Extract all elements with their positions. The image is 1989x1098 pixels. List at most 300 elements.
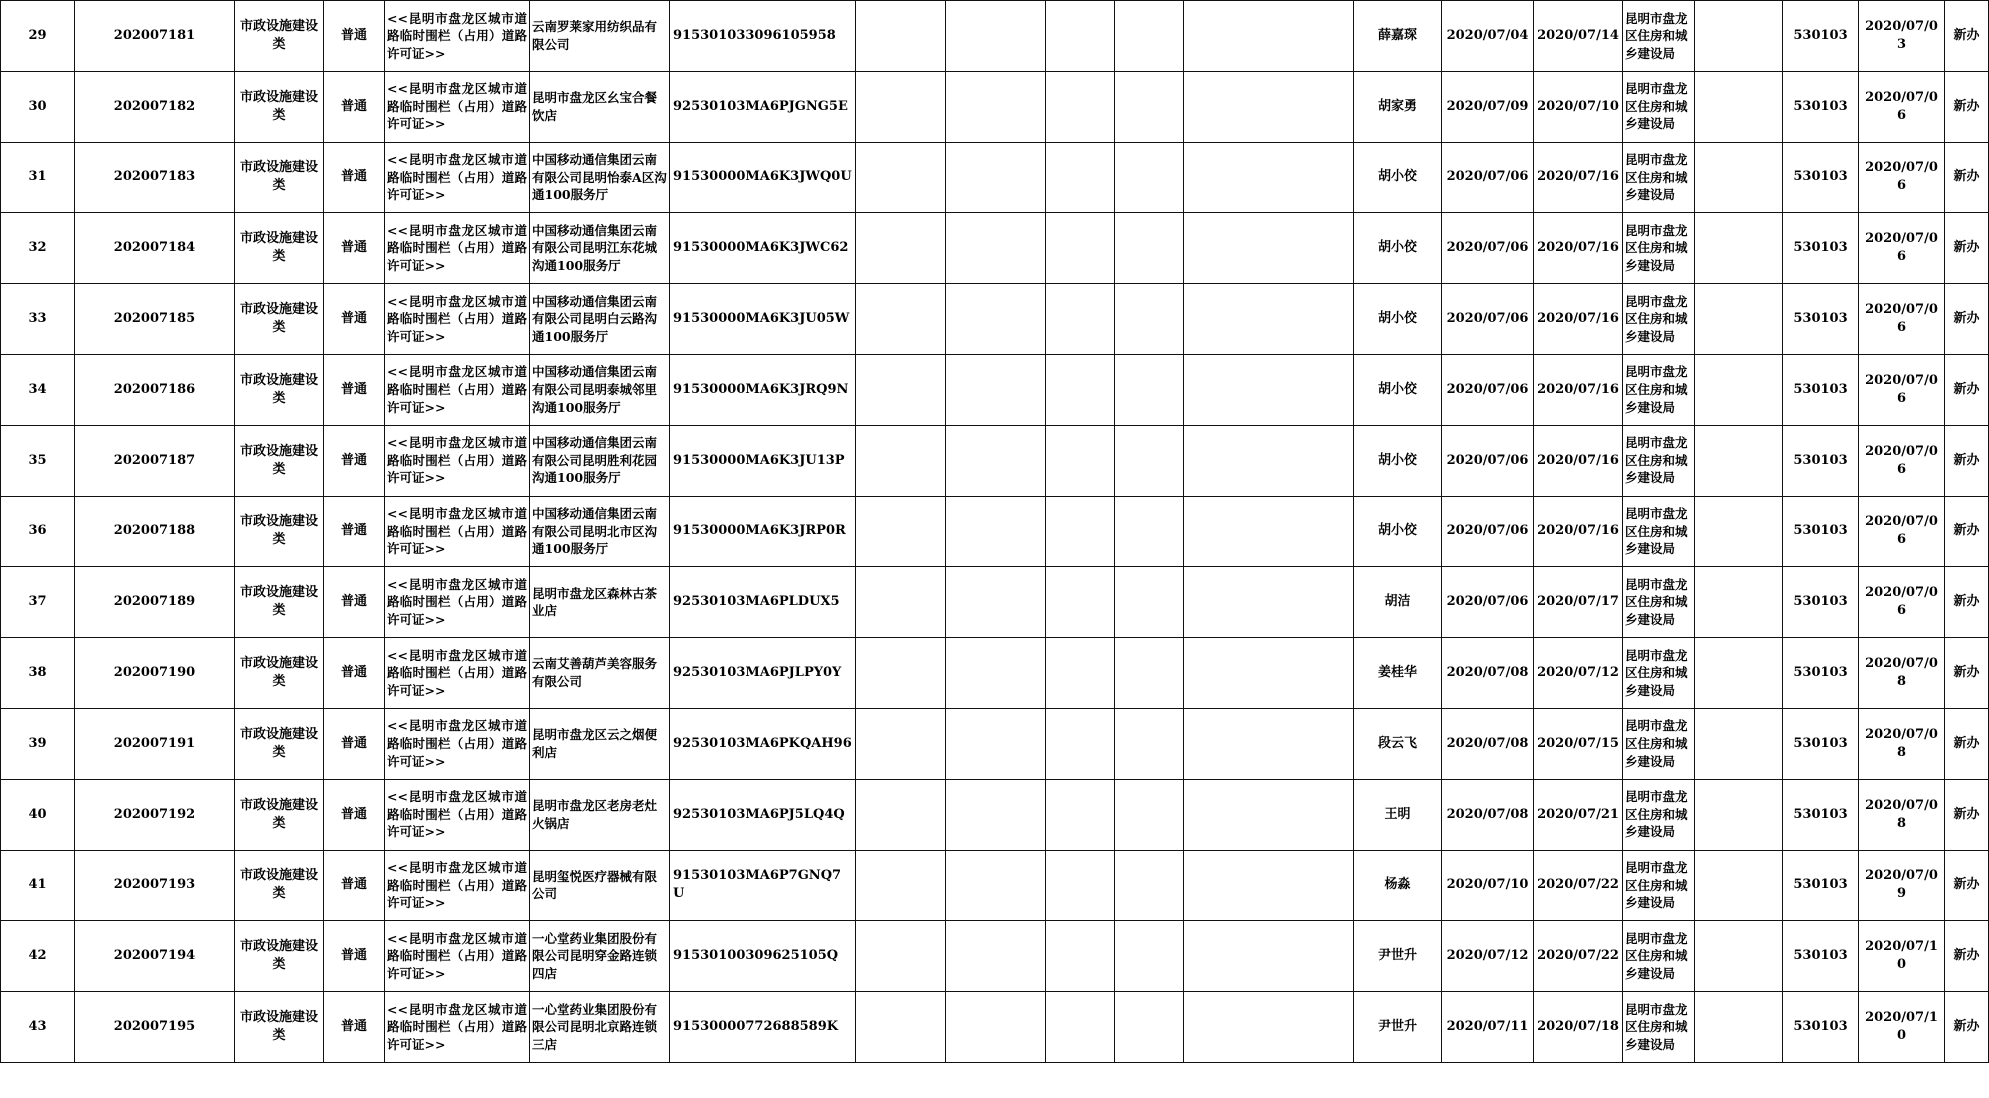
- cell-type: 普通: [324, 425, 385, 496]
- cell-seq: 33: [1, 284, 75, 355]
- cell-issuing-org: 昆明市盘龙区住房和城乡建设局: [1623, 779, 1695, 850]
- table-row: [1, 708, 1989, 779]
- cell-credit-code: 91530000772688589K: [670, 992, 856, 1063]
- cell-valid-from: 2020/07/11: [1442, 992, 1534, 1063]
- cell-legal-rep: 胡家勇: [1354, 71, 1442, 142]
- cell-empty: [1115, 213, 1184, 284]
- cell-empty: [1184, 425, 1354, 496]
- cell-category: 市政设施建设类: [235, 638, 324, 709]
- cell-legal-rep: 王明: [1354, 779, 1442, 850]
- cell-company: 中国移动通信集团云南有限公司昆明北市区沟通100服务厅: [530, 496, 670, 567]
- cell-doc-number: 202007181: [75, 1, 235, 72]
- cell-empty: [1115, 708, 1184, 779]
- cell-credit-code: 915301033096105958: [670, 1, 856, 72]
- cell-permit-name: <<昆明市盘龙区城市道路临时围栏（占用）道路许可证>>: [385, 71, 530, 142]
- cell-empty: [1115, 496, 1184, 567]
- cell-empty: [1695, 779, 1783, 850]
- cell-permit-name: <<昆明市盘龙区城市道路临时围栏（占用）道路许可证>>: [385, 284, 530, 355]
- cell-empty: [946, 921, 1046, 992]
- cell-permit-name: <<昆明市盘龙区城市道路临时围栏（占用）道路许可证>>: [385, 425, 530, 496]
- cell-valid-from: 2020/07/06: [1442, 496, 1534, 567]
- cell-company: 中国移动通信集团云南有限公司昆明江东花城沟通100服务厅: [530, 213, 670, 284]
- cell-empty: [946, 567, 1046, 638]
- cell-legal-rep: 姜桂华: [1354, 638, 1442, 709]
- cell-company: 云南罗莱家用纺织品有限公司: [530, 1, 670, 72]
- cell-empty: [1695, 708, 1783, 779]
- cell-decision-date: 2020/07/08: [1859, 638, 1945, 709]
- cell-empty: [856, 425, 946, 496]
- cell-empty: [1695, 284, 1783, 355]
- cell-empty: [1046, 992, 1115, 1063]
- table-row: [1, 284, 1989, 355]
- cell-valid-to: 2020/07/18: [1534, 992, 1623, 1063]
- cell-permit-name: <<昆明市盘龙区城市道路临时围栏（占用）道路许可证>>: [385, 142, 530, 213]
- cell-status: 新办: [1945, 779, 1989, 850]
- cell-issuing-org: 昆明市盘龙区住房和城乡建设局: [1623, 921, 1695, 992]
- cell-credit-code: 92530103MA6PJLPY0Y: [670, 638, 856, 709]
- cell-decision-date: 2020/07/06: [1859, 142, 1945, 213]
- cell-valid-to: 2020/07/14: [1534, 1, 1623, 72]
- cell-permit-name: <<昆明市盘龙区城市道路临时围栏（占用）道路许可证>>: [385, 213, 530, 284]
- cell-permit-name: <<昆明市盘龙区城市道路临时围栏（占用）道路许可证>>: [385, 496, 530, 567]
- cell-seq: 42: [1, 921, 75, 992]
- cell-company: 昆明市盘龙区幺宝合餐饮店: [530, 71, 670, 142]
- cell-category: 市政设施建设类: [235, 567, 324, 638]
- cell-empty: [946, 850, 1046, 921]
- cell-credit-code: 91530000MA6K3JU05W: [670, 284, 856, 355]
- cell-legal-rep: 尹世升: [1354, 921, 1442, 992]
- cell-seq: 32: [1, 213, 75, 284]
- cell-status: 新办: [1945, 992, 1989, 1063]
- cell-empty: [946, 496, 1046, 567]
- cell-empty: [1046, 567, 1115, 638]
- cell-credit-code: 91530000MA6K3JWQ0U: [670, 142, 856, 213]
- cell-empty: [1695, 638, 1783, 709]
- cell-empty: [1184, 567, 1354, 638]
- cell-issuing-org: 昆明市盘龙区住房和城乡建设局: [1623, 850, 1695, 921]
- cell-empty: [1046, 779, 1115, 850]
- cell-decision-date: 2020/07/08: [1859, 708, 1945, 779]
- cell-credit-code: 91530103MA6P7GNQ7U: [670, 850, 856, 921]
- cell-valid-from: 2020/07/08: [1442, 708, 1534, 779]
- cell-category: 市政设施建设类: [235, 142, 324, 213]
- cell-empty: [856, 779, 946, 850]
- cell-valid-to: 2020/07/22: [1534, 850, 1623, 921]
- cell-status: 新办: [1945, 71, 1989, 142]
- table-row: [1, 425, 1989, 496]
- cell-type: 普通: [324, 71, 385, 142]
- cell-permit-name: <<昆明市盘龙区城市道路临时围栏（占用）道路许可证>>: [385, 921, 530, 992]
- cell-empty: [1115, 850, 1184, 921]
- cell-seq: 37: [1, 567, 75, 638]
- cell-status: 新办: [1945, 425, 1989, 496]
- cell-legal-rep: 胡小佼: [1354, 213, 1442, 284]
- cell-seq: 36: [1, 496, 75, 567]
- cell-area-code: 530103: [1783, 567, 1859, 638]
- cell-empty: [946, 354, 1046, 425]
- cell-valid-from: 2020/07/10: [1442, 850, 1534, 921]
- cell-empty: [1184, 708, 1354, 779]
- cell-empty: [1695, 921, 1783, 992]
- cell-doc-number: 202007186: [75, 354, 235, 425]
- cell-empty: [1184, 1, 1354, 72]
- cell-category: 市政设施建设类: [235, 354, 324, 425]
- cell-empty: [1115, 1, 1184, 72]
- cell-empty: [1695, 496, 1783, 567]
- cell-empty: [1046, 850, 1115, 921]
- cell-category: 市政设施建设类: [235, 708, 324, 779]
- cell-valid-from: 2020/07/06: [1442, 425, 1534, 496]
- cell-decision-date: 2020/07/06: [1859, 496, 1945, 567]
- cell-company: 昆明市盘龙区云之烟便利店: [530, 708, 670, 779]
- cell-credit-code: 92530103MA6PJ5LQ4Q: [670, 779, 856, 850]
- cell-type: 普通: [324, 354, 385, 425]
- cell-empty: [1046, 921, 1115, 992]
- cell-valid-from: 2020/07/06: [1442, 213, 1534, 284]
- table-row: [1, 354, 1989, 425]
- cell-valid-to: 2020/07/16: [1534, 284, 1623, 355]
- cell-seq: 35: [1, 425, 75, 496]
- cell-seq: 39: [1, 708, 75, 779]
- cell-empty: [1695, 850, 1783, 921]
- cell-doc-number: 202007182: [75, 71, 235, 142]
- cell-company: 昆明玺悦医疗器械有限公司: [530, 850, 670, 921]
- cell-legal-rep: 杨淼: [1354, 850, 1442, 921]
- cell-type: 普通: [324, 213, 385, 284]
- cell-empty: [1046, 284, 1115, 355]
- table-row: [1, 992, 1989, 1063]
- cell-valid-to: 2020/07/16: [1534, 142, 1623, 213]
- cell-company: 中国移动通信集团云南有限公司昆明泰城邻里沟通100服务厅: [530, 354, 670, 425]
- cell-credit-code: 91530100309625105Q: [670, 921, 856, 992]
- cell-empty: [1115, 142, 1184, 213]
- cell-empty: [1184, 354, 1354, 425]
- cell-category: 市政设施建设类: [235, 992, 324, 1063]
- cell-empty: [1695, 354, 1783, 425]
- cell-permit-name: <<昆明市盘龙区城市道路临时围栏（占用）道路许可证>>: [385, 992, 530, 1063]
- cell-valid-to: 2020/07/10: [1534, 71, 1623, 142]
- cell-category: 市政设施建设类: [235, 284, 324, 355]
- cell-permit-name: <<昆明市盘龙区城市道路临时围栏（占用）道路许可证>>: [385, 708, 530, 779]
- cell-doc-number: 202007184: [75, 213, 235, 284]
- cell-decision-date: 2020/07/06: [1859, 284, 1945, 355]
- cell-empty: [1115, 354, 1184, 425]
- table-row: [1, 850, 1989, 921]
- cell-empty: [946, 1, 1046, 72]
- cell-area-code: 530103: [1783, 992, 1859, 1063]
- cell-type: 普通: [324, 142, 385, 213]
- cell-empty: [856, 992, 946, 1063]
- cell-valid-from: 2020/07/12: [1442, 921, 1534, 992]
- cell-empty: [946, 708, 1046, 779]
- cell-area-code: 530103: [1783, 638, 1859, 709]
- cell-valid-to: 2020/07/21: [1534, 779, 1623, 850]
- cell-decision-date: 2020/07/06: [1859, 213, 1945, 284]
- cell-empty: [1695, 142, 1783, 213]
- cell-category: 市政设施建设类: [235, 71, 324, 142]
- cell-empty: [856, 708, 946, 779]
- cell-empty: [1184, 284, 1354, 355]
- cell-credit-code: 92530103MA6PKQAH96: [670, 708, 856, 779]
- cell-legal-rep: 胡小佼: [1354, 354, 1442, 425]
- cell-issuing-org: 昆明市盘龙区住房和城乡建设局: [1623, 496, 1695, 567]
- cell-company: 云南艾善葫芦美容服务有限公司: [530, 638, 670, 709]
- cell-issuing-org: 昆明市盘龙区住房和城乡建设局: [1623, 567, 1695, 638]
- cell-valid-from: 2020/07/06: [1442, 142, 1534, 213]
- table-row: [1, 142, 1989, 213]
- cell-empty: [1046, 1, 1115, 72]
- cell-type: 普通: [324, 708, 385, 779]
- cell-empty: [1695, 1, 1783, 72]
- cell-type: 普通: [324, 992, 385, 1063]
- cell-seq: 41: [1, 850, 75, 921]
- cell-permit-name: <<昆明市盘龙区城市道路临时围栏（占用）道路许可证>>: [385, 638, 530, 709]
- cell-valid-from: 2020/07/08: [1442, 779, 1534, 850]
- cell-empty: [1046, 213, 1115, 284]
- cell-empty: [856, 284, 946, 355]
- cell-company: 中国移动通信集团云南有限公司昆明怡泰A区沟通100服务厅: [530, 142, 670, 213]
- cell-valid-to: 2020/07/12: [1534, 638, 1623, 709]
- cell-area-code: 530103: [1783, 142, 1859, 213]
- cell-area-code: 530103: [1783, 354, 1859, 425]
- cell-status: 新办: [1945, 567, 1989, 638]
- cell-empty: [856, 850, 946, 921]
- table-row: [1, 1, 1989, 72]
- cell-type: 普通: [324, 850, 385, 921]
- cell-valid-from: 2020/07/06: [1442, 284, 1534, 355]
- cell-status: 新办: [1945, 354, 1989, 425]
- cell-empty: [1115, 921, 1184, 992]
- cell-company: 昆明市盘龙区森林古茶业店: [530, 567, 670, 638]
- table-row: [1, 638, 1989, 709]
- cell-area-code: 530103: [1783, 213, 1859, 284]
- cell-area-code: 530103: [1783, 779, 1859, 850]
- cell-seq: 29: [1, 1, 75, 72]
- cell-doc-number: 202007193: [75, 850, 235, 921]
- cell-empty: [856, 213, 946, 284]
- table-row: [1, 213, 1989, 284]
- cell-type: 普通: [324, 496, 385, 567]
- cell-empty: [1184, 213, 1354, 284]
- cell-status: 新办: [1945, 213, 1989, 284]
- cell-decision-date: 2020/07/06: [1859, 354, 1945, 425]
- cell-type: 普通: [324, 779, 385, 850]
- cell-doc-number: 202007187: [75, 425, 235, 496]
- cell-valid-from: 2020/07/04: [1442, 1, 1534, 72]
- cell-credit-code: 91530000MA6K3JRP0R: [670, 496, 856, 567]
- cell-empty: [1115, 992, 1184, 1063]
- cell-issuing-org: 昆明市盘龙区住房和城乡建设局: [1623, 284, 1695, 355]
- cell-category: 市政设施建设类: [235, 850, 324, 921]
- cell-issuing-org: 昆明市盘龙区住房和城乡建设局: [1623, 354, 1695, 425]
- cell-area-code: 530103: [1783, 1, 1859, 72]
- cell-empty: [1184, 921, 1354, 992]
- cell-area-code: 530103: [1783, 71, 1859, 142]
- cell-valid-to: 2020/07/16: [1534, 496, 1623, 567]
- cell-issuing-org: 昆明市盘龙区住房和城乡建设局: [1623, 638, 1695, 709]
- cell-empty: [856, 496, 946, 567]
- cell-empty: [856, 567, 946, 638]
- cell-empty: [1115, 779, 1184, 850]
- cell-status: 新办: [1945, 496, 1989, 567]
- cell-empty: [1695, 567, 1783, 638]
- cell-area-code: 530103: [1783, 284, 1859, 355]
- cell-credit-code: 92530103MA6PJGNG5E: [670, 71, 856, 142]
- cell-empty: [1184, 142, 1354, 213]
- cell-permit-name: <<昆明市盘龙区城市道路临时围栏（占用）道路许可证>>: [385, 354, 530, 425]
- cell-decision-date: 2020/07/06: [1859, 567, 1945, 638]
- cell-empty: [856, 71, 946, 142]
- cell-empty: [1115, 425, 1184, 496]
- cell-empty: [1115, 284, 1184, 355]
- cell-valid-to: 2020/07/16: [1534, 425, 1623, 496]
- cell-doc-number: 202007191: [75, 708, 235, 779]
- cell-category: 市政设施建设类: [235, 779, 324, 850]
- cell-empty: [1115, 567, 1184, 638]
- cell-empty: [1695, 992, 1783, 1063]
- cell-empty: [1115, 71, 1184, 142]
- cell-valid-to: 2020/07/22: [1534, 921, 1623, 992]
- cell-legal-rep: 胡小佼: [1354, 425, 1442, 496]
- cell-seq: 31: [1, 142, 75, 213]
- cell-decision-date: 2020/07/09: [1859, 850, 1945, 921]
- permit-table-body: [1, 1, 1989, 1063]
- cell-legal-rep: 胡小佼: [1354, 496, 1442, 567]
- cell-valid-from: 2020/07/09: [1442, 71, 1534, 142]
- cell-empty: [1695, 213, 1783, 284]
- cell-empty: [946, 71, 1046, 142]
- cell-decision-date: 2020/07/03: [1859, 1, 1945, 72]
- cell-valid-to: 2020/07/17: [1534, 567, 1623, 638]
- cell-seq: 38: [1, 638, 75, 709]
- cell-legal-rep: 段云飞: [1354, 708, 1442, 779]
- cell-type: 普通: [324, 638, 385, 709]
- cell-decision-date: 2020/07/08: [1859, 779, 1945, 850]
- cell-issuing-org: 昆明市盘龙区住房和城乡建设局: [1623, 71, 1695, 142]
- cell-valid-to: 2020/07/16: [1534, 213, 1623, 284]
- table-row: [1, 567, 1989, 638]
- cell-permit-name: <<昆明市盘龙区城市道路临时围栏（占用）道路许可证>>: [385, 850, 530, 921]
- cell-status: 新办: [1945, 850, 1989, 921]
- cell-seq: 30: [1, 71, 75, 142]
- cell-area-code: 530103: [1783, 425, 1859, 496]
- cell-area-code: 530103: [1783, 921, 1859, 992]
- cell-doc-number: 202007189: [75, 567, 235, 638]
- cell-type: 普通: [324, 921, 385, 992]
- cell-empty: [1046, 142, 1115, 213]
- cell-doc-number: 202007183: [75, 142, 235, 213]
- cell-empty: [1046, 354, 1115, 425]
- cell-company: 一心堂药业集团股份有限公司昆明北京路连锁三店: [530, 992, 670, 1063]
- cell-valid-from: 2020/07/06: [1442, 354, 1534, 425]
- cell-decision-date: 2020/07/06: [1859, 71, 1945, 142]
- cell-area-code: 530103: [1783, 708, 1859, 779]
- cell-category: 市政设施建设类: [235, 425, 324, 496]
- cell-empty: [1046, 496, 1115, 567]
- cell-permit-name: <<昆明市盘龙区城市道路临时围栏（占用）道路许可证>>: [385, 567, 530, 638]
- cell-empty: [946, 142, 1046, 213]
- cell-empty: [946, 284, 1046, 355]
- cell-empty: [1695, 71, 1783, 142]
- cell-empty: [1184, 496, 1354, 567]
- cell-seq: 34: [1, 354, 75, 425]
- cell-credit-code: 91530000MA6K3JRQ9N: [670, 354, 856, 425]
- cell-empty: [1115, 638, 1184, 709]
- cell-seq: 43: [1, 992, 75, 1063]
- cell-empty: [946, 425, 1046, 496]
- cell-empty: [1046, 638, 1115, 709]
- cell-area-code: 530103: [1783, 496, 1859, 567]
- cell-legal-rep: 尹世升: [1354, 992, 1442, 1063]
- cell-area-code: 530103: [1783, 850, 1859, 921]
- cell-doc-number: 202007195: [75, 992, 235, 1063]
- cell-seq: 40: [1, 779, 75, 850]
- cell-legal-rep: 胡洁: [1354, 567, 1442, 638]
- cell-empty: [1184, 779, 1354, 850]
- cell-empty: [1046, 71, 1115, 142]
- cell-doc-number: 202007190: [75, 638, 235, 709]
- cell-category: 市政设施建设类: [235, 921, 324, 992]
- cell-decision-date: 2020/07/10: [1859, 992, 1945, 1063]
- cell-empty: [856, 921, 946, 992]
- cell-empty: [1184, 71, 1354, 142]
- cell-credit-code: 92530103MA6PLDUX5: [670, 567, 856, 638]
- cell-empty: [1184, 992, 1354, 1063]
- cell-decision-date: 2020/07/06: [1859, 425, 1945, 496]
- cell-issuing-org: 昆明市盘龙区住房和城乡建设局: [1623, 992, 1695, 1063]
- cell-issuing-org: 昆明市盘龙区住房和城乡建设局: [1623, 142, 1695, 213]
- cell-type: 普通: [324, 284, 385, 355]
- cell-empty: [1184, 638, 1354, 709]
- cell-issuing-org: 昆明市盘龙区住房和城乡建设局: [1623, 1, 1695, 72]
- cell-permit-name: <<昆明市盘龙区城市道路临时围栏（占用）道路许可证>>: [385, 1, 530, 72]
- cell-decision-date: 2020/07/10: [1859, 921, 1945, 992]
- cell-valid-to: 2020/07/15: [1534, 708, 1623, 779]
- cell-type: 普通: [324, 1, 385, 72]
- cell-company: 中国移动通信集团云南有限公司昆明胜利花园沟通100服务厅: [530, 425, 670, 496]
- cell-legal-rep: 胡小佼: [1354, 142, 1442, 213]
- cell-empty: [946, 213, 1046, 284]
- table-row: [1, 496, 1989, 567]
- cell-status: 新办: [1945, 638, 1989, 709]
- cell-empty: [946, 992, 1046, 1063]
- cell-legal-rep: 薛嘉琛: [1354, 1, 1442, 72]
- cell-valid-to: 2020/07/16: [1534, 354, 1623, 425]
- cell-company: 昆明市盘龙区老房老灶火锅店: [530, 779, 670, 850]
- cell-doc-number: 202007185: [75, 284, 235, 355]
- cell-empty: [856, 1, 946, 72]
- cell-company: 中国移动通信集团云南有限公司昆明白云路沟通100服务厅: [530, 284, 670, 355]
- table-row: [1, 71, 1989, 142]
- table-row: [1, 779, 1989, 850]
- cell-permit-name: <<昆明市盘龙区城市道路临时围栏（占用）道路许可证>>: [385, 779, 530, 850]
- cell-category: 市政设施建设类: [235, 1, 324, 72]
- cell-company: 一心堂药业集团股份有限公司昆明穿金路连锁四店: [530, 921, 670, 992]
- cell-credit-code: 91530000MA6K3JU13P: [670, 425, 856, 496]
- cell-status: 新办: [1945, 142, 1989, 213]
- cell-empty: [946, 638, 1046, 709]
- cell-valid-from: 2020/07/08: [1442, 638, 1534, 709]
- cell-legal-rep: 胡小佼: [1354, 284, 1442, 355]
- cell-empty: [856, 142, 946, 213]
- cell-empty: [856, 354, 946, 425]
- cell-status: 新办: [1945, 708, 1989, 779]
- cell-status: 新办: [1945, 284, 1989, 355]
- cell-empty: [1695, 425, 1783, 496]
- table-row: [1, 921, 1989, 992]
- cell-doc-number: 202007188: [75, 496, 235, 567]
- cell-issuing-org: 昆明市盘龙区住房和城乡建设局: [1623, 425, 1695, 496]
